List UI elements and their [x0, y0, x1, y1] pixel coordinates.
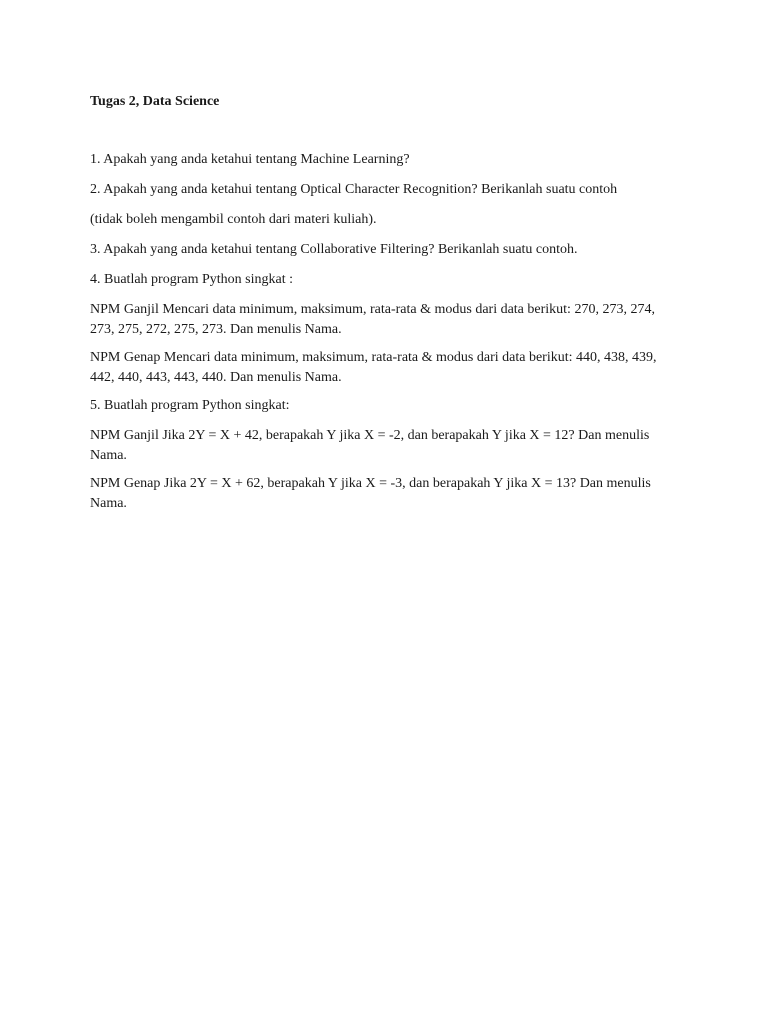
question-4: 4. Buatlah program Python singkat :	[90, 272, 293, 287]
question-4-even-npm: NPM Genap Mencari data minimum, maksimum, rata-rata & modus dari data berikut: 440, 438, 439, 442, 440, 443, 443, 440. Dan menulis Nama.	[90, 350, 657, 385]
document-content	[90, 92, 680, 522]
question-5: 5. Buatlah program Python singkat:	[90, 398, 290, 413]
document-title: Tugas 2, Data Science	[90, 94, 220, 109]
question-3: 3. Apakah yang anda ketahui tentang Collaborative Filtering? Berikanlah suatu contoh.	[90, 242, 578, 257]
question-5-even-npm: NPM Genap Jika 2Y = X + 62, berapakah Y jika X = -3, dan berapakah Y jika X = 13? Dan menulis Nama.	[90, 476, 651, 511]
question-5-odd-npm: NPM Ganjil Jika 2Y = X + 42, berapakah Y jika X = -2, dan berapakah Y jika X = 12? Dan menulis Nama.	[90, 428, 650, 463]
question-2: 2. Apakah yang anda ketahui tentang Optical Character Recognition? Berikanlah suatu contoh	[90, 182, 618, 197]
question-2-note: (tidak boleh mengambil contoh dari materi kuliah).	[90, 212, 377, 227]
question-1: 1. Apakah yang anda ketahui tentang Machine Learning?	[90, 152, 410, 167]
question-4-odd-npm: NPM Ganjil Mencari data minimum, maksimum, rata-rata & modus dari data berikut: 270, 273, 274, 273, 275, 272, 275, 273. Dan menulis Nama.	[90, 302, 655, 337]
